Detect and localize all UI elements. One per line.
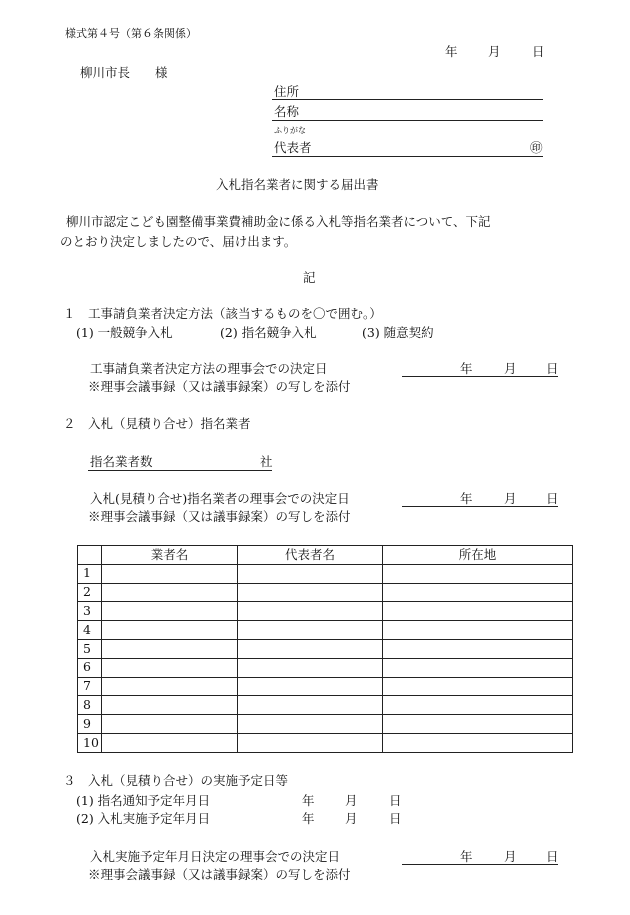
company-name-cell[interactable]	[102, 696, 238, 715]
representative-name-cell[interactable]	[238, 583, 383, 602]
company-name-cell[interactable]	[102, 583, 238, 602]
addressee: 柳川市長 様	[80, 65, 168, 80]
representative-name-cell[interactable]	[238, 621, 383, 640]
ki-heading: 記	[303, 270, 316, 285]
section1-option-1[interactable]: (1) 一般競争入札	[76, 325, 173, 340]
form-number: 様式第４号（第６条関係）	[65, 27, 197, 40]
table-row	[78, 583, 573, 602]
table-header-company-name: 業者名	[102, 546, 238, 565]
table-row	[78, 733, 573, 752]
representative-name-cell[interactable]	[238, 677, 383, 696]
row-number: 5	[78, 639, 102, 658]
representative-name-cell[interactable]	[238, 715, 383, 734]
section2-count-label: 指名業者数	[90, 454, 153, 469]
location-cell[interactable]	[383, 677, 573, 696]
table-row	[78, 696, 573, 715]
representative-label: 代表者	[274, 140, 312, 155]
company-name-cell[interactable]	[102, 639, 238, 658]
location-cell[interactable]	[383, 621, 573, 640]
section1-option-3[interactable]: (3) 随意契約	[362, 325, 434, 340]
table-row	[78, 658, 573, 677]
row-number: 3	[78, 602, 102, 621]
address-label: 住所	[274, 84, 300, 99]
table-row	[78, 639, 573, 658]
table-header-row	[78, 546, 573, 565]
location-cell[interactable]	[383, 696, 573, 715]
representative-field-line[interactable]	[272, 156, 543, 157]
furigana-label: ふりがな	[274, 126, 306, 135]
representative-name-cell[interactable]	[238, 733, 383, 752]
section3-item2-year: 年	[302, 811, 315, 826]
location-cell[interactable]	[383, 583, 573, 602]
section2-count-field-line[interactable]	[88, 470, 272, 471]
section3-date-field-line[interactable]	[402, 864, 558, 865]
row-number: 4	[78, 621, 102, 640]
table-header-location: 所在地	[383, 546, 573, 565]
table-row	[78, 715, 573, 734]
location-cell[interactable]	[383, 564, 573, 583]
row-number: 8	[78, 696, 102, 715]
section2-count-unit: 社	[260, 454, 273, 469]
section3-item1-month: 月	[345, 793, 358, 808]
section1-decision-label: 工事請負業者決定方法の理事会での決定日	[90, 361, 328, 376]
section2-heading: ２ 入札（見積り合せ）指名業者	[63, 416, 251, 431]
table-header-number	[78, 546, 102, 565]
representative-name-cell[interactable]	[238, 564, 383, 583]
company-name-cell[interactable]	[102, 733, 238, 752]
row-number: 6	[78, 658, 102, 677]
table-row	[78, 602, 573, 621]
company-name-cell[interactable]	[102, 677, 238, 696]
name-label: 名称	[274, 104, 300, 119]
date-year-label: 年	[445, 44, 458, 59]
location-cell[interactable]	[383, 733, 573, 752]
section2-month: 月	[504, 491, 517, 506]
section3-item2-day: 日	[389, 811, 402, 826]
section2-attach-note: ※理事会議事録（又は議事録案）の写しを添付	[88, 509, 351, 524]
section2-decision-label: 入札(見積り合せ)指名業者の理事会での決定日	[90, 491, 350, 506]
row-number: 7	[78, 677, 102, 696]
section3-year: 年	[460, 849, 473, 864]
table-row	[78, 677, 573, 696]
nominated-bidders-table	[77, 545, 573, 753]
document-title: 入札指名業者に関する届出書	[216, 177, 379, 192]
row-number: 9	[78, 715, 102, 734]
section1-option-2[interactable]: (2) 指名競争入札	[220, 325, 317, 340]
company-name-cell[interactable]	[102, 715, 238, 734]
table-header-representative-name: 代表者名	[238, 546, 383, 565]
representative-name-cell[interactable]	[238, 696, 383, 715]
company-name-cell[interactable]	[102, 621, 238, 640]
section3-item1-day: 日	[389, 793, 402, 808]
section2-date-field-line[interactable]	[402, 506, 558, 507]
address-field-line[interactable]	[272, 99, 543, 100]
section3-month: 月	[504, 849, 517, 864]
name-field-line[interactable]	[272, 120, 543, 121]
section1-year: 年	[460, 361, 473, 376]
section1-attach-note: ※理事会議事録（又は議事録案）の写しを添付	[88, 379, 351, 394]
representative-name-cell[interactable]	[238, 602, 383, 621]
row-number: 1	[78, 564, 102, 583]
location-cell[interactable]	[383, 715, 573, 734]
section3-decision-label: 入札実施予定年月日決定の理事会での決定日	[90, 849, 341, 864]
company-name-cell[interactable]	[102, 564, 238, 583]
row-number: 2	[78, 583, 102, 602]
company-name-cell[interactable]	[102, 602, 238, 621]
section3-day: 日	[546, 849, 559, 864]
date-day-label: 日	[532, 44, 545, 59]
row-number: 10	[78, 733, 102, 752]
body-text-line-2: のとおり決定しましたので、届け出ます。	[60, 234, 297, 249]
body-text-line-1: 柳川市認定こども園整備事業費補助金に係る入札等指名業者について、下記	[66, 214, 491, 229]
section3-item1-label: (1) 指名通知予定年月日	[76, 793, 211, 808]
section3-item1-year: 年	[302, 793, 315, 808]
table-row	[78, 564, 573, 583]
section3-item2-month: 月	[345, 811, 358, 826]
section3-attach-note: ※理事会議事録（又は議事録案）の写しを添付	[88, 867, 351, 882]
table-row	[78, 621, 573, 640]
section2-year: 年	[460, 491, 473, 506]
location-cell[interactable]	[383, 658, 573, 677]
representative-name-cell[interactable]	[238, 658, 383, 677]
section3-heading: ３ 入札（見積り合せ）の実施予定日等	[63, 773, 289, 788]
section1-date-field-line[interactable]	[402, 376, 558, 377]
section1-heading: １ 工事請負業者決定方法（該当するものを〇で囲む。）	[63, 306, 382, 321]
company-name-cell[interactable]	[102, 658, 238, 677]
date-month-label: 月	[488, 44, 501, 59]
location-cell[interactable]	[383, 602, 573, 621]
representative-name-cell[interactable]	[238, 639, 383, 658]
location-cell[interactable]	[383, 639, 573, 658]
section1-month: 月	[504, 361, 517, 376]
seal-icon: ㊞	[530, 140, 543, 155]
section1-day: 日	[546, 361, 559, 376]
section2-day: 日	[546, 491, 559, 506]
section3-item2-label: (2) 入札実施予定年月日	[76, 811, 211, 826]
